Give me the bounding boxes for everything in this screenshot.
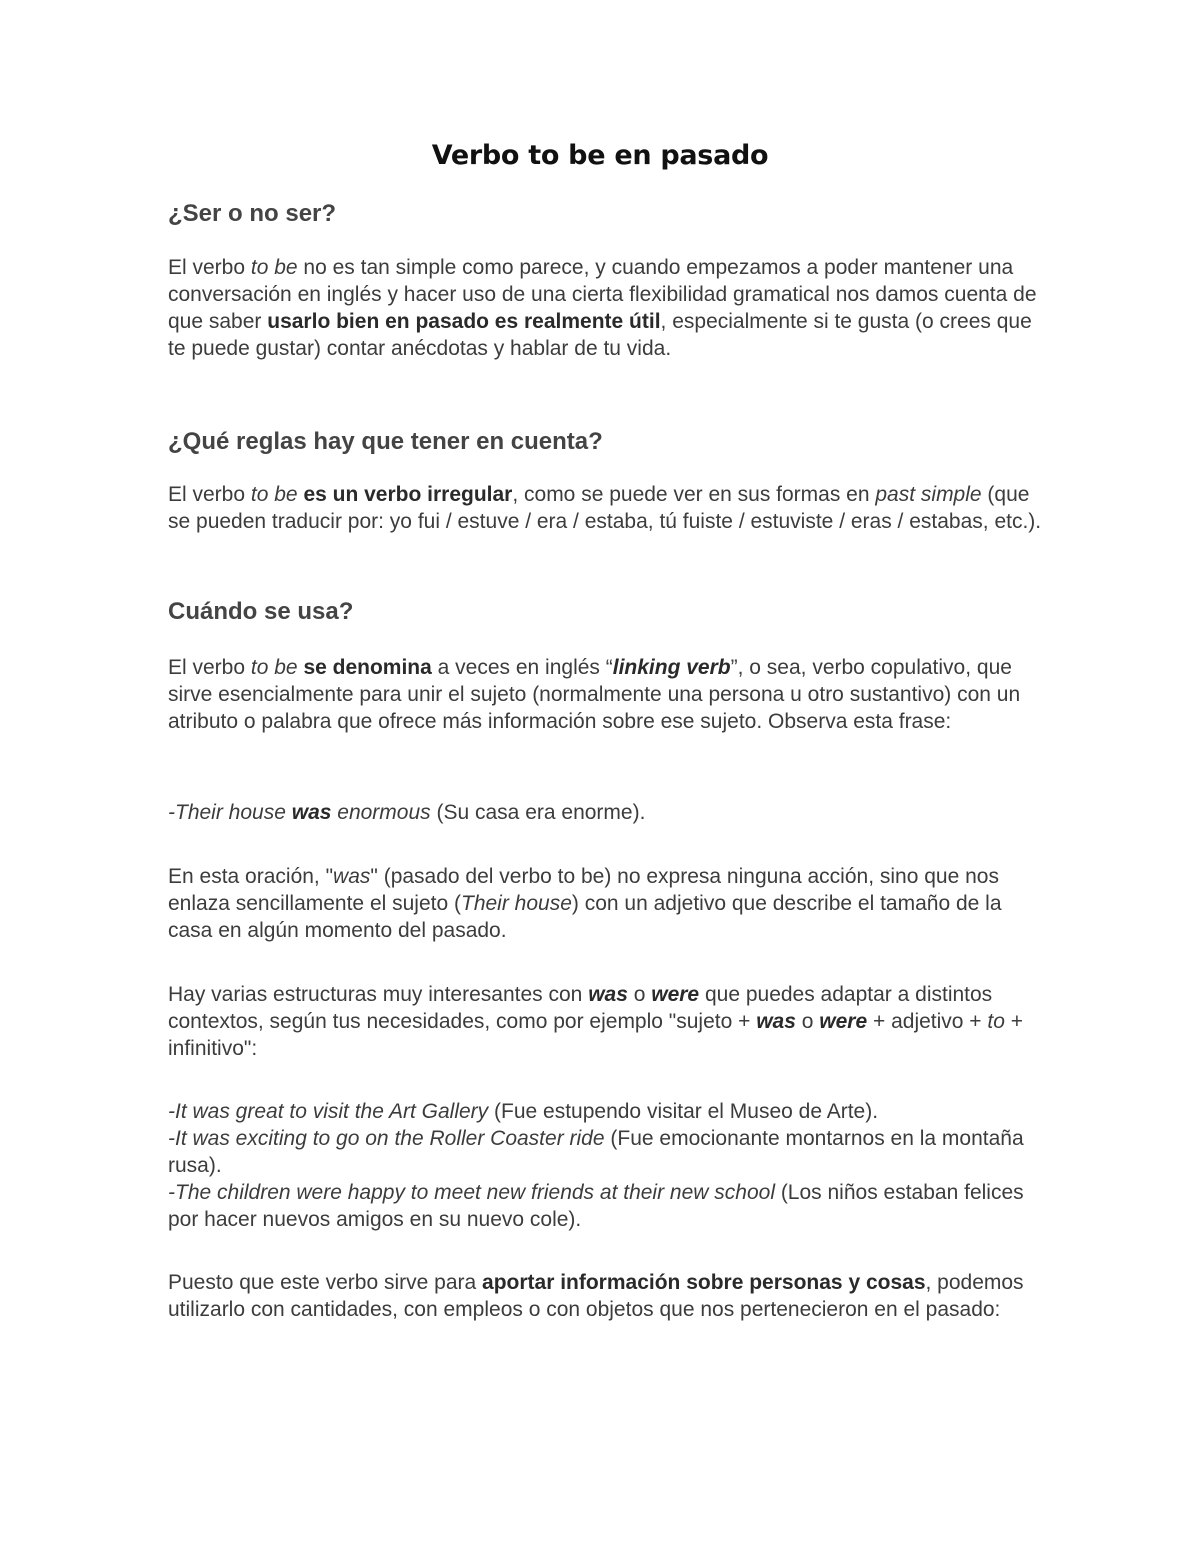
example-their-house: -Their house was enormous (Su casa era enorme). (168, 801, 646, 824)
heading-reglas: ¿Qué reglas hay que tener en cuenta? (168, 428, 603, 455)
example-list (168, 1098, 1048, 1233)
heading-cuando-se-usa: Cuándo se usa? (168, 598, 354, 625)
paragraph-estructuras: Hay varias estructuras muy interesantes con was o were que puedes adaptar a distintos contextos, según tus necesidades, como por ejemplo "sujeto + was o were + adjetivo + to + infinitivo": (168, 983, 1024, 1060)
paragraph-reglas: El verbo to be es un verbo irregular, como se puede ver en sus formas en past simple (que se pueden traducir por: yo fui / estuve / era / estaba, tú fuiste / estuviste / eras / estabas, etc.). (168, 483, 1042, 533)
list-item: -It was exciting to go on the Roller Coaster ride (Fue emocionante montarnos en la montaña rusa). (168, 1127, 1024, 1177)
paragraph-intro: El verbo to be no es tan simple como parece, y cuando empezamos a poder mantener una conversación en inglés y hacer uso de una cierta flexibilidad gramatical nos damos cuenta de que saber usarlo bien en pasado es realmente útil, especialmente si te gusta (o crees que te puede gustar) contar anécdotas y hablar de tu vida. (168, 256, 1037, 360)
page-title: Verbo to be en pasado (431, 140, 769, 171)
list-item: -It was great to visit the Art Gallery (Fue estupendo visitar el Museo de Arte). (168, 1100, 879, 1123)
paragraph-aportar-informacion: Puesto que este verbo sirve para aportar información sobre personas y cosas, podemos utilizarlo con cantidades, con empleos o con objetos que nos pertenecieron en el pasado: (168, 1271, 1024, 1321)
paragraph-linking-verb: El verbo to be se denomina a veces en inglés “linking verb”, o sea, verbo copulativo, que sirve esencialmente para unir el sujeto (normalmente una persona u otro sustantivo) con un atributo o palabra que ofrece más información sobre ese sujeto. Observa esta frase: (168, 656, 1021, 733)
list-item: -The children were happy to meet new friends at their new school (Los niños estaban felices por hacer nuevos amigos en su nuevo cole). (168, 1181, 1024, 1231)
paragraph-explicacion-was: En esta oración, "was" (pasado del verbo to be) no expresa ninguna acción, sino que nos enlaza sencillamente el sujeto (Their house) con un adjetivo que describe el tamaño de la casa en algún momento del pasado. (168, 865, 1002, 942)
heading-ser-o-no-ser: ¿Ser o no ser? (168, 200, 337, 227)
